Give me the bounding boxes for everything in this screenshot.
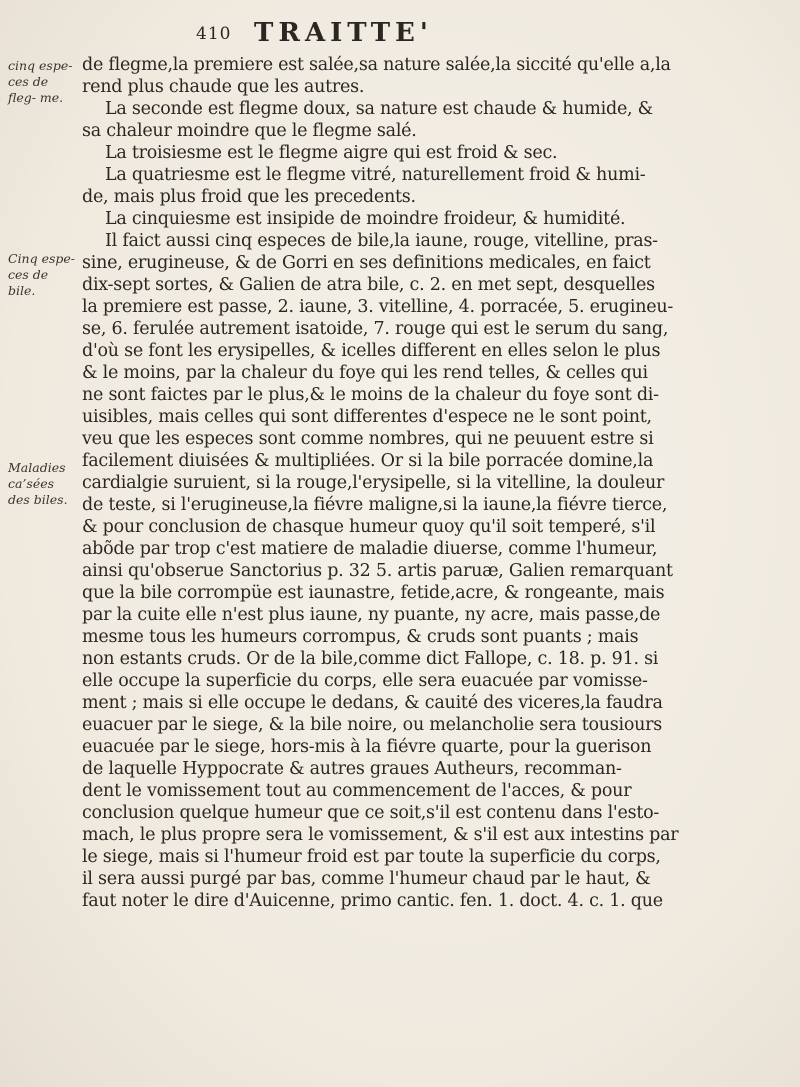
text-line: veu que les especes sont comme nombres, qui ne peuuent estre si — [82, 429, 654, 449]
text-line: que la bile corrompüe est iaunastre, fetide,acre, & rongeante, mais — [82, 583, 665, 603]
text-line: sine, erugineuse, & de Gorri en ses definitions medicales, en faict — [82, 253, 651, 273]
text-line: facilement diuisées & multipliées. Or si la bile porracée domine,la — [82, 451, 654, 471]
page-number: 410 — [196, 24, 232, 44]
running-title: TRAITTE' — [254, 18, 433, 48]
text-line: ne sont faictes par le plus,& le moins de la chaleur du foye sont di- — [82, 385, 659, 405]
text-line: cardialgie suruient, si la rouge,l'erysipelle, si la vitelline, la douleur — [82, 473, 665, 493]
text-line: dent le vomissement tout au commencement de l'acces, & pour — [82, 781, 632, 801]
text-line: d'où se font les erysipelles, & icelles different en elles selon le plus — [82, 341, 661, 361]
text-line: euacuée par le siege, hors-mis à la fiévre quarte, pour la guerison — [82, 737, 652, 757]
text-line: uisibles, mais celles qui sont differentes d'espece ne le sont point, — [82, 407, 652, 427]
text-line: La seconde est flegme doux, sa nature est chaude & humide, & — [105, 99, 653, 119]
text-line: dix-sept sortes, & Galien de atra bile, c. 2. en met sept, desquelles — [82, 275, 655, 295]
text-line: ment ; mais si elle occupe le dedans, & cauité des viceres,la faudra — [82, 693, 663, 713]
text-line: abõde par trop c'est matiere de maladie diuerse, comme l'humeur, — [82, 539, 658, 559]
text-line: de laquelle Hyppocrate & autres graues Autheurs, recomman- — [82, 759, 622, 779]
text-line: La troisiesme est le flegme aigre qui est froid & sec. — [105, 143, 558, 163]
text-line: de, mais plus froid que les precedents. — [82, 187, 416, 207]
text-line: La cinquiesme est insipide de moindre froideur, & humidité. — [105, 209, 626, 229]
text-line: euacuer par le siege, & la bile noire, ou melancholie sera tousiours — [82, 715, 663, 735]
text-line: sa chaleur moindre que le flegme salé. — [82, 121, 417, 141]
text-line: mach, le plus propre sera le vomissement, & s'il est aux intestins par — [82, 825, 679, 845]
text-line: conclusion quelque humeur que ce soit,s'il est contenu dans l'esto- — [82, 803, 660, 823]
margin-note-flegme: cinq espe- ces de fleg- me. — [8, 58, 73, 105]
text-line: il sera aussi purgé par bas, comme l'humeur chaud par le haut, & — [82, 869, 651, 889]
text-line: & pour conclusion de chasque humeur quoy qu'il soit temperé, s'il — [82, 517, 656, 537]
text-line: de teste, si l'erugineuse,la fiévre maligne,si la iaune,la fiévre tierce, — [82, 495, 668, 515]
text-line: La quatriesme est le flegme vitré, naturellement froid & humi- — [105, 165, 646, 185]
text-line: non estants cruds. Or de la bile,comme dict Fallope, c. 18. p. 91. si — [82, 649, 659, 669]
text-line: par la cuite elle n'est plus iaune, ny puante, ny acre, mais passe,de — [82, 605, 661, 625]
text-line: elle occupe la superficie du corps, elle sera euacuée par vomisse- — [82, 671, 648, 691]
margin-note-bile: Cinq espe- ces de bile. — [8, 251, 76, 298]
margin-note-maladies: Maladies ca’sées des biles. — [8, 460, 68, 507]
text-line: la premiere est passe, 2. iaune, 3. vitelline, 4. porracée, 5. erugineu- — [82, 297, 674, 317]
text-line: & le moins, par la chaleur du foye qui les rend telles, & celles qui — [82, 363, 648, 383]
text-line: mesme tous les humeurs corrompus, & cruds sont puants ; mais — [82, 627, 639, 647]
text-line: de flegme,la premiere est salée,sa nature salée,la siccité qu'elle a,la — [82, 55, 671, 75]
text-line: se, 6. ferulée autrement isatoide, 7. rouge qui est le serum du sang, — [82, 319, 669, 339]
text-line: faut noter le dire d'Auicenne, primo cantic. fen. 1. doct. 4. c. 1. que — [82, 891, 663, 911]
text-line: ainsi qu'obserue Sanctorius p. 32 5. artis paruæ, Galien remarquant — [82, 561, 673, 581]
text-line: rend plus chaude que les autres. — [82, 77, 365, 97]
text-line: le siege, mais si l'humeur froid est par toute la superficie du corps, — [82, 847, 661, 867]
text-line: Il faict aussi cinq especes de bile,la iaune, rouge, vitelline, pras- — [105, 231, 658, 251]
page-header — [190, 10, 690, 50]
